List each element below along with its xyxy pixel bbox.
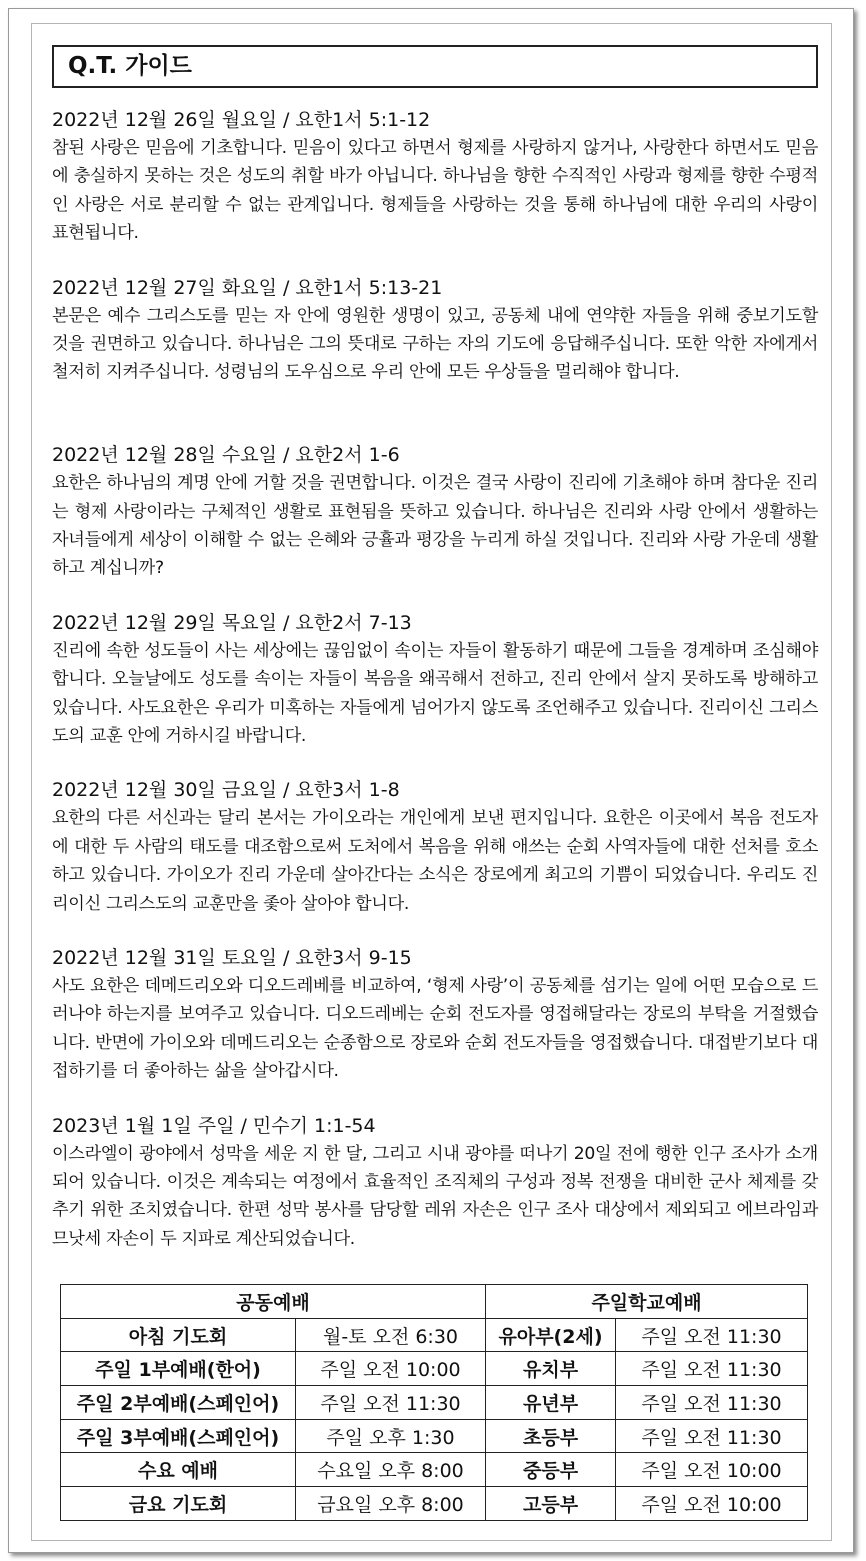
entry-heading: 2022년 12월 29일 목요일 / 요한2서 7-13 [52, 611, 412, 634]
service-time: 월-토 오전 6:30 [296, 1318, 486, 1352]
qt-entry [52, 106, 818, 274]
entry-body: 사도 요한은 데메드리오와 디오드레베를 비교하여, ‘형제 사랑’이 공동체를 섬기는 일에 어떤 모습으로 드러나야 하는지를 보여주고 있습니다. 디오드레베는 순회 전도자를 영접해달라는 장로의 부탁을 거절했습니다. 반면에 가이오와 데메드리오는 순종함으로 장로와 순회 전도자들을 영접했습니다. 대접받기보다 대접하기를 더 좋아하는 삶을 살아갑시다. [52, 975, 818, 1082]
entry-body: 진리에 속한 성도들이 사는 세상에는 끊임없이 속이는 자들이 활동하기 때문에 그들을 경계하며 조심해야 합니다. 오늘날에도 성도를 속이는 자들이 복음을 왜곡해서 전하고, 진리 안에서 살지 못하도록 방해하고 있습니다. 사도요한은 우리가 미혹하는 자들에게 넘어가지 않도록 조언해주고 있습니다. 진리이신 그리스도의 교훈 안에 거하시길 바랍니다. [52, 640, 818, 746]
service-time: 금요일 오후 8:00 [296, 1487, 486, 1521]
service-name: 주일 3부예배(스페인어) [61, 1419, 296, 1453]
dept-time: 주일 오전 11:30 [616, 1386, 808, 1420]
qt-entry [52, 274, 818, 442]
dept-time: 주일 오전 11:30 [616, 1419, 808, 1453]
service-time: 주일 오전 10:00 [296, 1352, 486, 1386]
dept-time: 주일 오전 11:30 [616, 1318, 808, 1352]
table-row [61, 1386, 808, 1420]
table-header-row [61, 1285, 808, 1319]
qt-entry [52, 944, 818, 1112]
dept-name: 유년부 [486, 1386, 616, 1420]
page-title: Q.T. 가이드 [52, 45, 818, 88]
entry-heading: 2022년 12월 31일 토요일 / 요한3서 9-15 [52, 946, 412, 969]
worship-schedule-table [60, 1284, 808, 1521]
qt-entry [52, 609, 818, 777]
table-row [61, 1453, 808, 1487]
content-border [31, 23, 832, 1541]
service-name: 아침 기도회 [61, 1318, 296, 1352]
dept-time: 주일 오전 11:30 [616, 1352, 808, 1386]
service-name: 주일 1부예배(한어) [61, 1352, 296, 1386]
table-row [61, 1419, 808, 1453]
service-time: 주일 오전 11:30 [296, 1386, 486, 1420]
entry-body: 요한은 하나님의 계명 안에 거할 것을 권면합니다. 이것은 결국 사랑이 진리에 기초해야 하며 참다운 진리는 형제 사랑이라는 구체적인 생활로 표현됨을 뜻하고 있습니다. 하나님은 진리와 사랑 안에서 생활하는 자녀들에게 세상이 이해할 수 없는 은혜와 긍휼과 평강을 누리게 하실 것입니다. 진리와 사랑 가운데 생활하고 계십니까? [52, 473, 818, 579]
table-row [61, 1318, 808, 1352]
service-name: 주일 2부예배(스페인어) [61, 1386, 296, 1420]
dept-name: 초등부 [486, 1419, 616, 1453]
service-time: 수요일 오후 8:00 [296, 1453, 486, 1487]
dept-name: 유아부(2세) [486, 1318, 616, 1352]
table-row [61, 1487, 808, 1521]
entry-body: 본문은 예수 그리스도를 믿는 자 안에 영원한 생명이 있고, 공동체 내에 연약한 자들을 위해 중보기도할 것을 권면하고 있습니다. 하나님은 그의 뜻대로 구하는 자의 기도에 응답해주십니다. 또한 악한 자에게서 철저히 지켜주십니다. 성령님의 도우심으로 우리 안에 모든 우상들을 멀리해야 합니다. [52, 305, 818, 383]
service-name: 금요 기도회 [61, 1487, 296, 1521]
dept-name: 중등부 [486, 1453, 616, 1487]
entry-body: 이스라엘이 광야에서 성막을 세운 지 한 달, 그리고 시내 광야를 떠나기 20일 전에 행한 인구 조사가 소개되어 있습니다. 이것은 계속되는 여정에서 효율적인 조직체의 구성과 정복 전쟁을 대비한 군사 체제를 갖추기 위한 조치였습니다. 한편 성막 봉사를 담당할 레위 자손은 인구 조사 대상에서 제외되고 에브라임과 므낫세 자손이 두 지파로 계산되었습니다. [52, 1143, 818, 1249]
qt-entry [52, 776, 818, 944]
service-name: 수요 예배 [61, 1453, 296, 1487]
qt-entry [52, 1112, 818, 1280]
table-row [61, 1352, 808, 1386]
dept-time: 주일 오전 10:00 [616, 1487, 808, 1521]
header-sunday-school: 주일학교예배 [486, 1285, 808, 1319]
entry-heading: 2022년 12월 28일 수요일 / 요한2서 1-6 [52, 444, 400, 467]
entry-heading: 2022년 12월 26일 월요일 / 요한1서 5:1-12 [52, 109, 431, 131]
entry-heading: 2022년 12월 30일 금요일 / 요한3서 1-8 [52, 779, 400, 802]
entry-heading: 2023년 1월 1일 주일 / 민수기 1:1-54 [52, 1114, 376, 1137]
header-community-worship: 공동예배 [61, 1285, 486, 1319]
page-frame [8, 8, 854, 1553]
dept-name: 고등부 [486, 1487, 616, 1521]
entry-body: 참된 사랑은 믿음에 기초합니다. 믿음이 있다고 하면서 형제를 사랑하지 않거나, 사랑한다 하면서도 믿음에 충실하지 못하는 것은 성도의 취할 바가 아닙니다. 하나님을 향한 수직적인 사랑과 형제를 향한 수평적인 사랑은 서로 분리할 수 없는 관계입니다. 형제들을 사랑하는 것을 통해 하나님에 대한 우리의 사랑이 표현됩니다. [52, 138, 818, 244]
qt-entries [52, 106, 818, 1279]
dept-name: 유치부 [486, 1352, 616, 1386]
service-time: 주일 오후 1:30 [296, 1419, 486, 1453]
entry-body: 요한의 다른 서신과는 달리 본서는 가이오라는 개인에게 보낸 편지입니다. 요한은 이곳에서 복음 전도자에 대한 두 사람의 태도를 대조함으로써 도처에서 복음을 위해 애쓰는 순회 사역자들에 대한 선처를 호소하고 있습니다. 가이오가 진리 가운데 살아간다는 소식은 장로에게 최고의 기쁨이 되었습니다. 우리도 진리이신 그리스도의 교훈만을 좇아 살아야 합니다. [52, 808, 818, 914]
entry-heading: 2022년 12월 27일 화요일 / 요한1서 5:13-21 [52, 276, 443, 299]
qt-entry [52, 441, 818, 609]
dept-time: 주일 오전 10:00 [616, 1453, 808, 1487]
